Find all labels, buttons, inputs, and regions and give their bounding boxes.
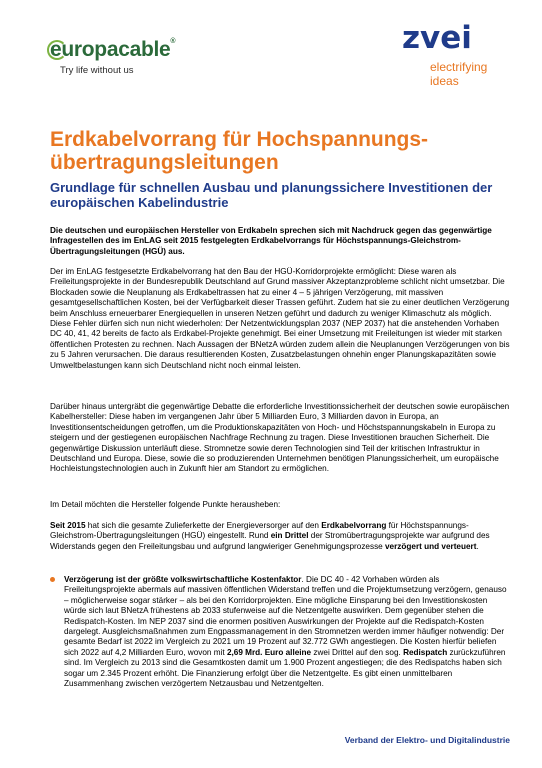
bullet-text-3: zurückzuführen sind. Im Vergleich zu 2013 sind die Gesamtkosten damit um 1.900 Prozent angestiegen; die des Redispatchs haben sich sogar um 2.345 Prozent erhöht. Die Finanzierung erfolgt über die Netzentgelte. Es gibt einen unmittelbaren Zusammenhang zwischen verzögertem Netzausbau und Netzentgelten. [64,647,506,689]
document-subtitle: Grundlage für schnellen Ausbau und planungssichere Investitionen der europäischen Kabelindustrie [50,180,493,210]
paragraph-2: Darüber hinaus untergräbt die gegenwärtige Debatte die erforderliche Investitionssicherheit der deutschen sowie europäischen Kabelhersteller: Diese haben im vergangenen Jahr über 5 Milliarden Euro, 3 Milliarden davon in Europa, an Investitionsentscheidungen getroffen, um die Produktionskapazitäten von Hoch- und Höchstspannungskabeln in Europa zu steigern und der gestiegenen europäischen Nachfrage Rechnung zu tragen. Diese Investitionen brauchen Sicherheit. Die gegenwärtige Diskussion unterläuft diese. Stromnetze sowie deren Technologien sind Teil der kritischen Infrastruktur in Deutschland und Europa. Diese, sowie die so produzierenden Unternehmen benötigen Planungssicherheit, um europäische Hochleistungstechnologien auch in Zukunft hier am Standort zu ermöglichen. [50,402,510,474]
paragraph-3: Im Detail möchten die Hersteller folgende Punkte herausheben: [50,500,281,509]
registered-mark: ® [170,38,176,45]
europacable-tagline: Try life without us [60,65,134,76]
p4-text-1: hat sich die gesamte Zulieferkette der Energieversorger auf den [85,521,322,530]
document-title: Erdkabelvorrang für Hochspannungs-übertragungsleitungen [50,128,429,174]
paragraph-1: Der im EnLAG festgesetzte Erdkabelvorrang hat den Bau der HGÜ-Korridorprojekte ermöglicht: Diese waren als Freileitungsprojekte in der Bundesrepublik Deutschland auf Grund massiver Akzeptanzprobleme schlicht nicht umsetzbar. Die Blockaden sowie die Neuplanung als Erdkabeltrassen hat zu einer 4 – 5 jährigen Verzögerung, mit massiven gesamtgesellschaftlichen Kosten, bei der Verfügbarkeit dieser Trassen geführt. Zudem hat sie zu einer deutlichen Verzögerung beim Anschluss erneuerbarer Energiequellen in unseren Netzen geführt und dadurch zu weniger Klimaschutz als möglich. Diese Fehler dürfen sich nun nicht wiederholen: Der Netzentwicklungsplan 2037 (NEP 2037) hat die anstehenden Vorhaben DC 40, 41, 42 bereits de facto als Erdkabel-Projekte genehmigt. Bei einer Umsetzung mit Freileitungen ist wieder mit starken öffentlichen Protesten zu rechnen. Nach Aussagen der BNetzA würden zudem allein die Neuplanungen Verzögerungen von bis zu 5 Jahren verursachen. Die daraus resultierenden Kosten, Zusatzbelastungen ohnehin enger Planungskapazitäten sowie Umweltbelastungen kann sich Deutschland nicht noch einmal leisten. [50,267,510,370]
footer-organization: Verband der Elektro- und Digitalindustrie [344,735,510,745]
p4-bold-1: Seit 2015 [50,521,86,530]
p4-bold-2: Erdkabelvorrang [321,521,387,530]
bullet-bold-1: Verzögerung ist der größte volkswirtschaftliche Kostenfaktor [64,575,302,584]
bullet-icon [50,575,60,585]
zvei-tagline-line1: electrifying [430,60,488,74]
p4-text-3: der Stromübertragungsprojekte war aufgrund des Widerstands gegen den Freileitungsbau und aufgrund langwieriger Genehmigungsprozesse [50,531,490,551]
bullet-bold-3: Redispatch [403,647,448,657]
p4-text-2: für Höchstspannungs-Gleichstrom-Übertragungsleitungen (HGÜ) eingestellt. Rund [50,521,469,541]
bullet-text-2: zwei Drittel auf den sog. [311,647,404,657]
lead-paragraph: Die deutschen und europäischen Hersteller von Erdkabeln sprechen sich mit Nachdruck gegen das gegenwärtige Infragestellen des im EnLAG seit 2015 festgelegten Erdkabelvorrangs für Höchstspannungs-Gleichstrom-Übertragungsleitungen (HGÜ) aus. [50,226,492,256]
zvei-logo [402,20,512,96]
bullet-item-1 [64,575,510,689]
zvei-wordmark: zvei [402,20,472,56]
bullet-bold-2: 2,69 Mrd. Euro alleine [226,647,312,657]
p4-text-4: . [476,541,479,551]
p4-bold-3: ein Drittel [270,531,309,541]
europacable-logo [50,36,210,86]
europacable-wordmark: europacable [50,38,171,61]
p4-bold-4: verzögert und verteuert [385,541,477,551]
paragraph-4 [50,521,510,552]
zvei-tagline-line2: ideas [430,74,459,88]
bullet-text-1: . Die DC 40 - 42 Vorhaben würden als Freileitungsprojekte abermals auf massiven öffentlichen Widerstand treffen und die Projektumsetzung verzögern, genauso – möglicherweise sogar stärker – als bei den Korridorprojekten. Eine mögliche Einsparung bei den Investitionskosten würde sich laut BNetzA frühestens ab 2033 stufenweise auf die Netzentgelte auswirken. Dem gegenüber stehen die Redispatch-Kosten. Im NEP 2037 sind die enormen positiven Auswirkungen der Projekte auf die Redispatch-Kosten dargelegt. Ausgleichsmaßnahmen zum Engpassmanagement in den Stromnetzen werden immer häufiger notwendig: Der gesamte Bedarf ist 2022 im Vergleich zu 2021 um 19 Prozent auf 32.772 GWh angestiegen. Die Kosten hierfür beliefen sich 2022 auf 4,2 Milliarden Euro, wovon mit [64,575,507,657]
